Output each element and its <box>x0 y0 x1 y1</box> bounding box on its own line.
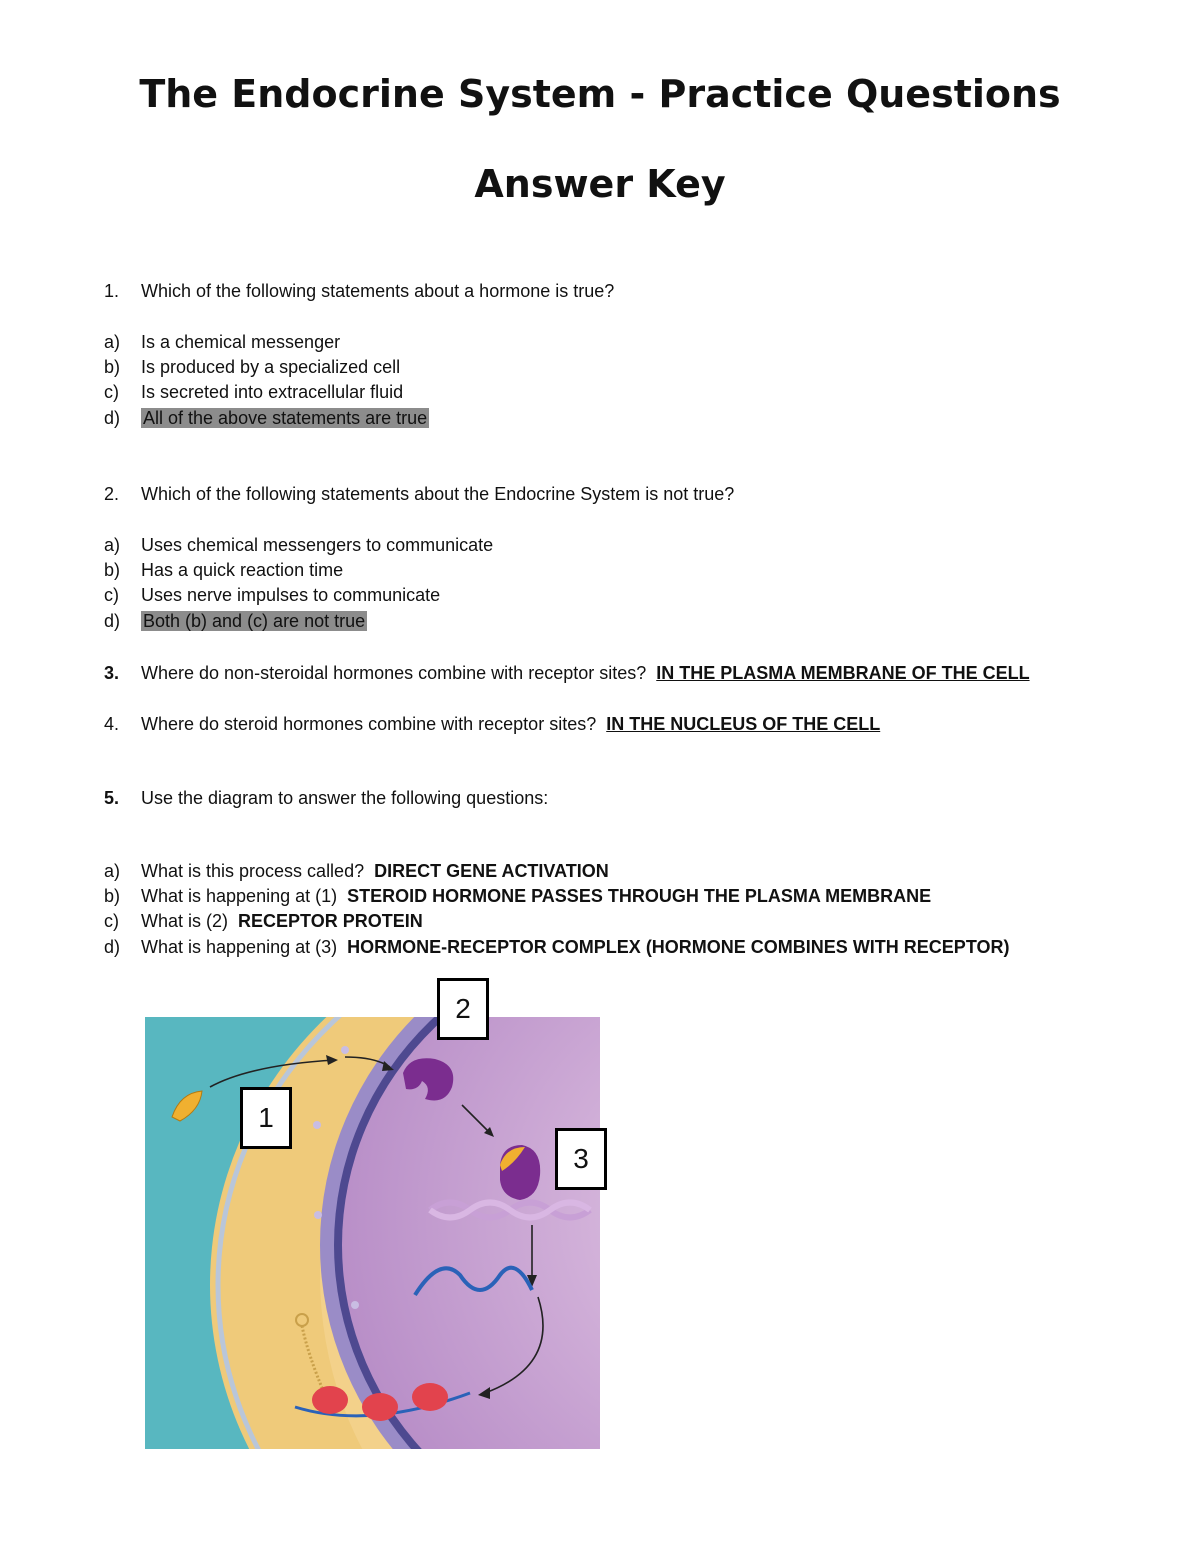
option-letter: b) <box>104 560 121 580</box>
answer-text: STEROID HORMONE PASSES THROUGH THE PLASMA MEMBRANE <box>347 886 932 906</box>
highlighted-answer: Both (b) and (c) are not true <box>143 611 366 631</box>
part-text: What is happening at (1) <box>141 886 338 906</box>
question-5 <box>104 787 548 809</box>
q2-option-d <box>104 610 367 632</box>
cell-diagram <box>140 975 610 1455</box>
answer-text: DIRECT GENE ACTIVATION <box>374 861 609 881</box>
label-box-2: 2 <box>437 978 489 1040</box>
question-text: Where do steroid hormones combine with receptor sites? <box>141 714 597 734</box>
part-text: What is happening at (3) <box>141 937 338 957</box>
option-text: Is produced by a specialized cell <box>141 357 401 377</box>
part-letter: b) <box>104 886 121 906</box>
answer-text: IN THE NUCLEUS OF THE CELL <box>606 714 881 734</box>
q5-part-b <box>104 885 931 907</box>
question-number: 1. <box>104 281 120 301</box>
page-subtitle: Answer Key <box>474 162 726 206</box>
question-text: Which of the following statements about a hormone is true? <box>141 281 615 301</box>
option-letter: d) <box>104 408 121 428</box>
steroid-hormone-illustration <box>140 975 610 1455</box>
question-1 <box>104 280 614 302</box>
question-2 <box>104 483 734 505</box>
part-text: What is (2) <box>141 911 229 931</box>
page-title: The Endocrine System - Practice Questions <box>139 72 1061 116</box>
answer-text: RECEPTOR PROTEIN <box>238 911 423 931</box>
option-letter: d) <box>104 611 121 631</box>
answer-text: IN THE PLASMA MEMBRANE OF THE CELL <box>656 663 1030 683</box>
part-letter: a) <box>104 861 121 881</box>
question-number: 2. <box>104 484 120 504</box>
option-text: Uses nerve impulses to communicate <box>141 585 441 605</box>
question-3 <box>104 662 1030 684</box>
q5-part-a <box>104 860 609 882</box>
option-letter: c) <box>104 382 119 402</box>
highlighted-answer: All of the above statements are true <box>143 408 428 428</box>
option-text: Is secreted into extracellular fluid <box>141 382 404 402</box>
question-text: Use the diagram to answer the following questions: <box>141 788 549 808</box>
label-box-1: 1 <box>240 1087 292 1149</box>
q2-option-c <box>104 584 440 606</box>
option-letter: b) <box>104 357 121 377</box>
question-text: Where do non-steroidal hormones combine with receptor sites? <box>141 663 647 683</box>
option-text: Is a chemical messenger <box>141 332 341 352</box>
q5-part-d <box>104 936 1009 958</box>
q1-option-b <box>104 356 400 378</box>
q1-option-c <box>104 381 403 403</box>
question-text: Which of the following statements about the Endocrine System is not true? <box>141 484 735 504</box>
part-text: What is this process called? <box>141 861 365 881</box>
question-number: 5. <box>104 788 120 808</box>
option-text: Uses chemical messengers to communicate <box>141 535 494 555</box>
question-4 <box>104 713 880 735</box>
q2-option-a <box>104 534 493 556</box>
q5-part-c <box>104 910 423 932</box>
q1-option-d <box>104 407 429 429</box>
q1-option-a <box>104 331 340 353</box>
q2-option-b <box>104 559 343 581</box>
part-letter: c) <box>104 911 119 931</box>
question-number: 3. <box>104 663 120 683</box>
question-number: 4. <box>104 714 120 734</box>
part-letter: d) <box>104 937 121 957</box>
option-letter: c) <box>104 585 119 605</box>
answer-text: HORMONE-RECEPTOR COMPLEX (HORMONE COMBINES WITH RECEPTOR) <box>347 937 1010 957</box>
option-letter: a) <box>104 332 121 352</box>
option-letter: a) <box>104 535 121 555</box>
option-text: Has a quick reaction time <box>141 560 344 580</box>
label-box-3: 3 <box>555 1128 607 1190</box>
